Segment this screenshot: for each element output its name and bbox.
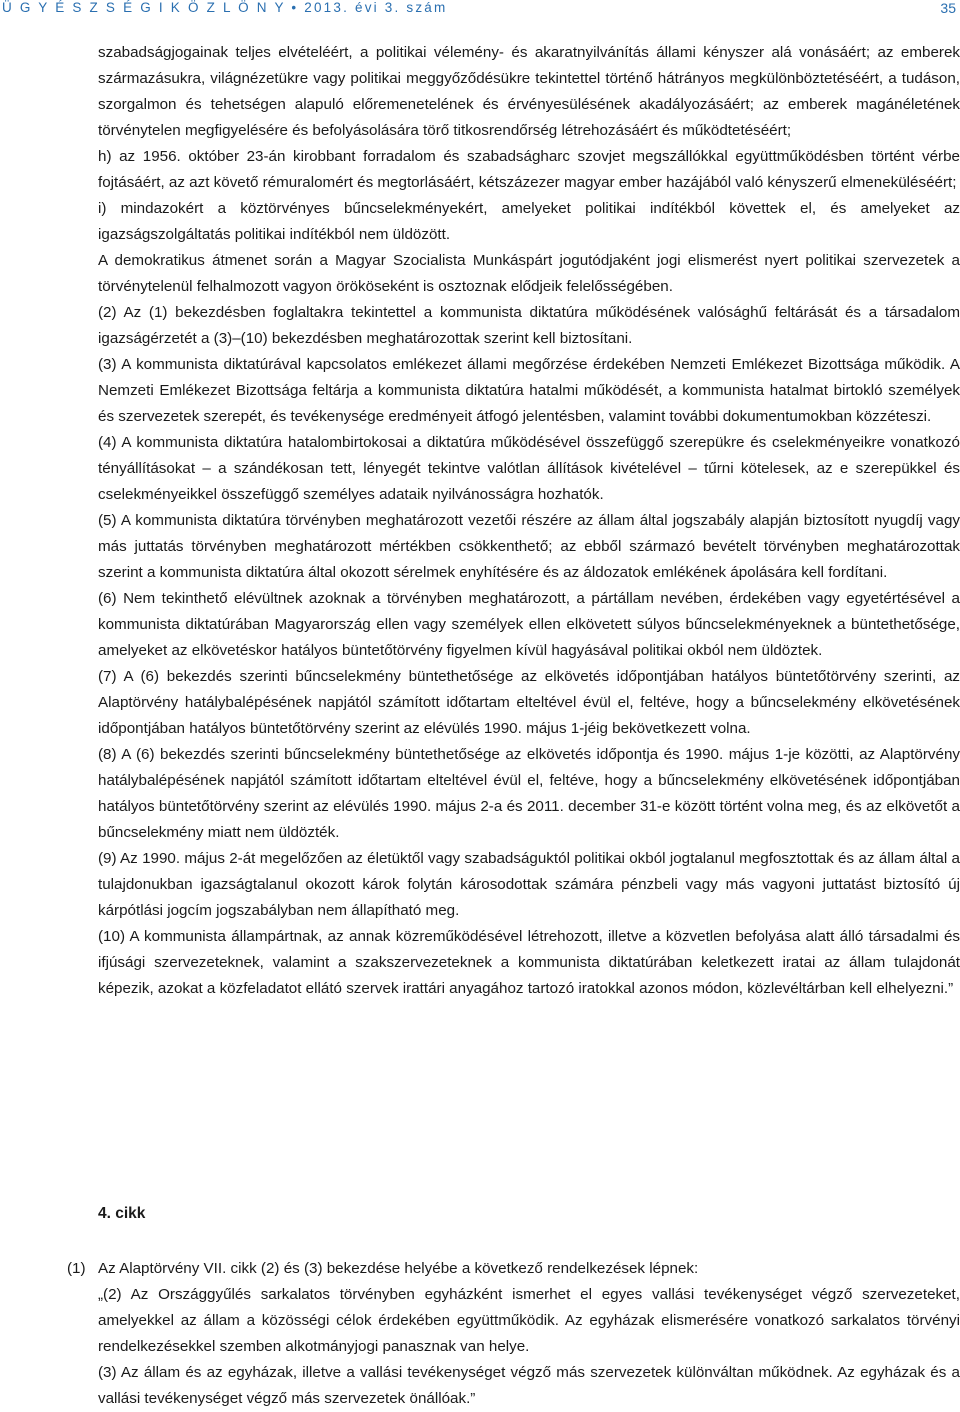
paragraph: A demokratikus átmenet során a Magyar Szocialista Munkáspárt jogutódjaként jogi elismerést nyert politikai szervezetek a törvénytelenül felhalmozott vagyon örököseként is osztoznak elődjeik felelősségében. [98,252,960,295]
page-number: 35 [940,0,956,16]
paragraph: h) az 1956. október 23-án kirobbant forradalom és szabadságharc szovjet megszállókkal együttműködésben történt vérbe fojtásáért, az azt követő rémuralomért és megtorlásáért, kétszázezer magyar ember hazájából való kényszerű elmeneküléséért; [98,148,960,191]
page-header [0,0,960,20]
paragraph: (9) Az 1990. május 2-át megelőzően az életüktől vagy szabadságuktól politikai okból jogtalanul megfosztottak és az állam által a tulajdonukban igazságtalanul okozott károk folytán károsodottak számára pénzbeli vagy más vagyoni juttatást biztosító új kárpótlási jogcím jogszabályban nem állapítható meg. [98,850,960,919]
paragraph: i) mindazokért a köztörvényes bűncselekményekért, amelyeket politikai indítékból követtek el, és amelyeket az igazságszolgáltatás politikai indítékból nem üldözött. [98,200,960,243]
article-heading: 4. cikk [98,1205,146,1222]
paragraph: (6) Nem tekinthető elévültnek azoknak a törvényben meghatározott, a pártállam nevében, érdekében vagy egyetértésével a kommunista diktatúrában Magyarország ellen vagy személyek ellen elkövetett súlyos bűncselekményeknek a büntethetősége, amelyeket az elkövetéskor hatályos büntetőtörvény figyelmen kívül hagyásával politikai okból nem üldöztek. [98,590,960,659]
paragraph: (8) A (6) bekezdés szerinti bűncselekmény büntethetősége az elkövetés időpontja és 1990. május 1-je közötti, az Alaptörvény hatálybalépésének napjától számított időtartam elteltével évül el, feltéve, hogy a bűncselekmény elkövetésének időpontjában hatályos büntetőtörvény szerint az elévülés 1990. május 2-a és 2011. december 31-e között történt volna meg, és az elkövetőt a bűncselekmény miatt nem üldözték. [98,746,960,841]
paragraph: (3) Az állam és az egyházak, illetve a vallási tevékenységet végző más szervezetek különváltan működnek. Az egyházak és a vallási tevékenységet végző más szervezetek önállóak.” [98,1364,960,1407]
paragraph: (5) A kommunista diktatúra törvényben meghatározott vezetői részére az állam által jogszabály alapján biztosított nyugdíj vagy más juttatás törvényben meghatározott mértékben csökkenthető; az ebből származó bevételt törvényben meghatározottak szerint a kommunista diktatúra által okozott sérelmek enyhítésére és az áldozatok emlékének ápolására kell fordítani. [98,512,960,581]
paragraph: (10) A kommunista állampártnak, az annak közreműködésével létrehozott, illetve a közvetlen befolyása alatt álló társadalmi és ifjúsági szervezeteknek, valamint a szakszervezeteknek a kommunista diktatúrában keletkezett iratai az állam tulajdonát képezik, azokat a közfeladatot ellátó szervek irattári anyagához tartozó iratokkal azonos módon, közlevéltárban kell elhelyezni.” [98,928,960,997]
paragraph: Az Alaptörvény VII. cikk (2) és (3) bekezdése helyébe a következő rendelkezések lépnek: [98,1260,699,1277]
paragraph: „(2) Az Országgyűlés sarkalatos törvényben egyházként ismerhet el egyes vallási tevékenységet végző szervezeteket, amelyekkel az állam a közösségi célok érdekében együttműködik. Az egyházak elismerésére vonatkozó sarkalatos törvényi rendelkezésekkel szemben alkotmányjogi panasznak van helye. [98,1286,960,1355]
paragraph: (4) A kommunista diktatúra hatalombirtokosai a diktatúra működésével összefüggő szerepükre és cselekményeikre vonatkozó tényállításokat – a szándékosan tett, lényegét tekintve valótlan állítások kivételével – tűrni kötelesek, az e szerepükkel és cselekményeikkel összefüggő személyes adataik nyilvánosságra hozhatók. [98,434,960,503]
paragraph: (7) A (6) bekezdés szerinti bűncselekmény büntethetősége az elkövetés időpontjában hatályos büntetőtörvény szerinti, az Alaptörvény hatálybalépésének napjától számított időtartam elteltével évül el, feltéve, hogy a bűncselekmény elkövetésének időpontjában hatályos büntetőtörvény szerint az elévülés 1990. május 1-jéig bekövetkezett volna. [98,668,960,737]
paragraph: (2) Az (1) bekezdésben foglaltakra tekintettel a kommunista diktatúra működésének valósághű feltárását és a társadalom igazságérzetét a (3)–(10) bekezdésben meghatározottak szerint kell biztosítani. [98,304,960,347]
journal-title: Ü G Y É S Z S É G I K Ö Z L Ö N Y • 2013. évi 3. szám [2,0,448,15]
paragraph: szabadságjogainak teljes elvételéért, a politikai vélemény- és akaratnyilvánítás állami kényszer alá vonásáért; az emberek származásukra, világnézetükre vagy politikai meggyőződésükre tekintettel történő hátrányos megkülönböztetéséért, a tudáson, szorgalmon és tehetségen alapuló előremenetelének és érvényesülésének akadályozásáért; az emberek magánéletének törvénytelen megfigyelésére és befolyásolására törő titkosrendőrség létrehozásáért és működtetéséért; [98,44,960,139]
paragraph: (3) A kommunista diktatúrával kapcsolatos emlékezet állami megőrzése érdekében Nemzeti Emlékezet Bizottsága működik. A Nemzeti Emlékezet Bizottsága feltárja a kommunista diktatúra hatalmi működését, a kommunista hatalmat birtokló személyek és szervezetek szerepét, és tevékenysége eredményeit átfogó jelentésben, valamint további dokumentumokban közzéteszi. [98,356,960,425]
section-number: (1) [67,1260,86,1277]
section-body [98,1256,960,1412]
main-text [98,40,960,1002]
